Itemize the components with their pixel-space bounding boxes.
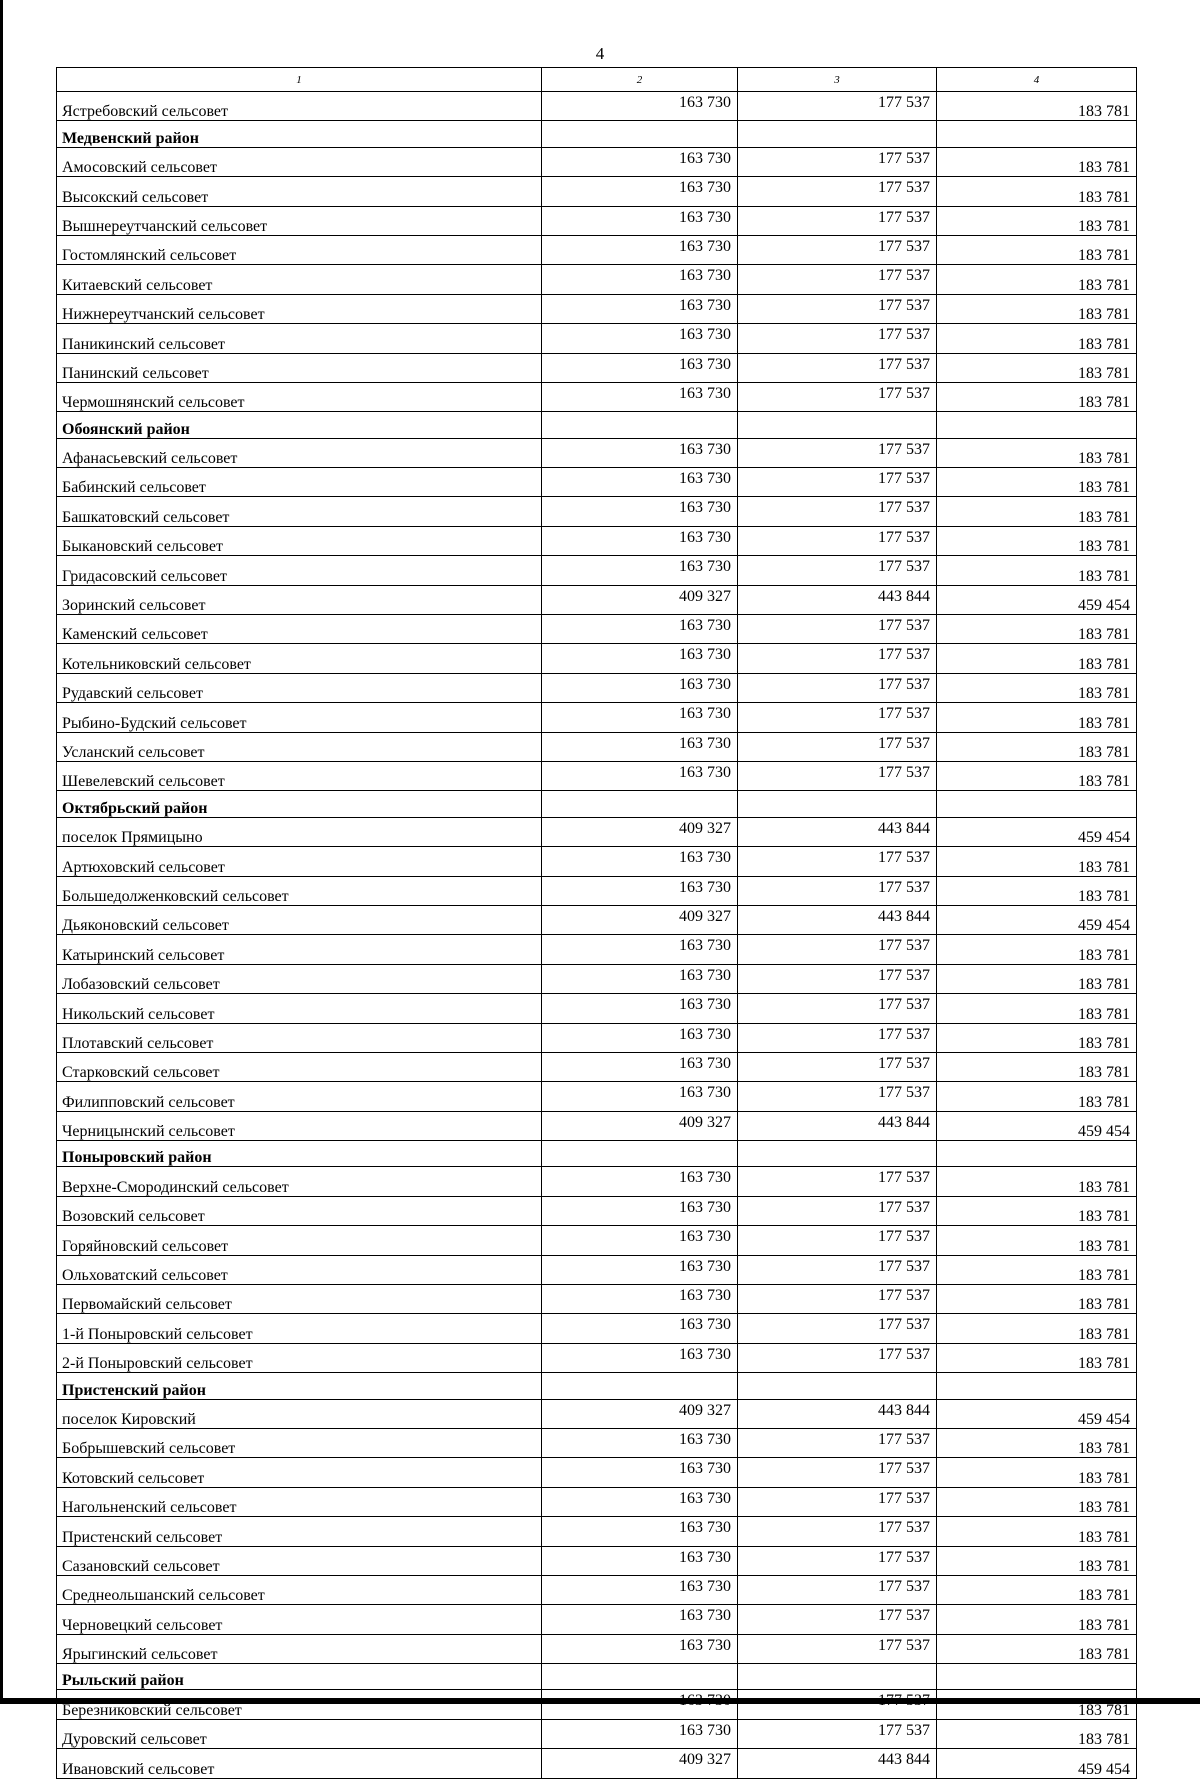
value-col-3: 177 537 [738, 1052, 937, 1081]
value-col-4: 183 781 [937, 1255, 1137, 1284]
empty-cell [542, 412, 738, 438]
value-col-4: 183 781 [937, 703, 1137, 732]
table-body [57, 68, 1137, 1779]
value-col-3: 443 844 [738, 1749, 937, 1778]
value-col-2: 163 730 [542, 265, 738, 294]
table-row [57, 1458, 1137, 1487]
value-col-2: 163 730 [542, 994, 738, 1023]
value-col-4: 183 781 [937, 147, 1137, 176]
table-row [57, 235, 1137, 264]
municipality-name: Ястребовский сельсовет [57, 92, 542, 121]
value-col-4: 183 781 [937, 92, 1137, 121]
value-col-4: 183 781 [937, 935, 1137, 964]
page-number: 4 [595, 44, 605, 63]
value-col-2: 409 327 [542, 905, 738, 934]
value-col-2: 163 730 [542, 847, 738, 876]
municipality-name: Рудавский сельсовет [57, 673, 542, 702]
value-col-4: 183 781 [937, 1487, 1137, 1516]
value-col-3: 177 537 [738, 1487, 937, 1516]
value-col-2: 163 730 [542, 526, 738, 555]
value-col-3: 177 537 [738, 353, 937, 382]
value-col-3: 177 537 [738, 1082, 937, 1111]
value-col-2: 163 730 [542, 1226, 738, 1255]
value-col-3: 177 537 [738, 761, 937, 790]
table-row [57, 1196, 1137, 1225]
value-col-3: 177 537 [738, 1690, 937, 1719]
value-col-3: 177 537 [738, 265, 937, 294]
municipality-name: Чермошнянский сельсовет [57, 382, 542, 411]
value-col-2: 163 730 [542, 1196, 738, 1225]
value-col-2: 163 730 [542, 1023, 738, 1052]
value-col-2: 163 730 [542, 353, 738, 382]
value-col-4: 183 781 [937, 1428, 1137, 1457]
table-row [57, 1719, 1137, 1748]
value-col-4: 183 781 [937, 1343, 1137, 1372]
value-col-3: 177 537 [738, 526, 937, 555]
table-row [57, 935, 1137, 964]
value-col-2: 163 730 [542, 1487, 738, 1516]
table-row [57, 905, 1137, 934]
value-col-3: 177 537 [738, 1285, 937, 1314]
municipality-name: Катыринский сельсовет [57, 935, 542, 964]
table-row [57, 324, 1137, 353]
value-col-4: 183 781 [937, 556, 1137, 585]
table-row [57, 468, 1137, 497]
municipality-name: Гридасовский сельсовет [57, 556, 542, 585]
value-col-4: 459 454 [937, 1111, 1137, 1140]
table-row [57, 382, 1137, 411]
value-col-2: 163 730 [542, 1167, 738, 1196]
value-col-2: 163 730 [542, 438, 738, 467]
municipality-name: Дуровский сельсовет [57, 1719, 542, 1748]
value-col-3: 177 537 [738, 1314, 937, 1343]
value-col-3: 443 844 [738, 585, 937, 614]
district-header-row [57, 1141, 1137, 1167]
table-row [57, 1111, 1137, 1140]
municipality-name: Верхне-Смородинский сельсовет [57, 1167, 542, 1196]
value-col-3: 177 537 [738, 206, 937, 235]
empty-cell [542, 1141, 738, 1167]
table-row [57, 1167, 1137, 1196]
value-col-4: 183 781 [937, 1196, 1137, 1225]
value-col-2: 163 730 [542, 761, 738, 790]
value-col-3: 177 537 [738, 324, 937, 353]
municipality-name: Ивановский сельсовет [57, 1749, 542, 1778]
value-col-2: 163 730 [542, 206, 738, 235]
municipality-name: Котельниковский сельсовет [57, 644, 542, 673]
empty-cell [738, 791, 937, 817]
value-col-3: 177 537 [738, 438, 937, 467]
value-col-3: 443 844 [738, 905, 937, 934]
municipality-name: Черновецкий сельсовет [57, 1605, 542, 1634]
table-row [57, 964, 1137, 993]
municipality-name: поселок Кировский [57, 1399, 542, 1428]
value-col-3: 177 537 [738, 147, 937, 176]
value-col-2: 163 730 [542, 1052, 738, 1081]
table-row [57, 615, 1137, 644]
municipality-name: Черницынский сельсовет [57, 1111, 542, 1140]
value-col-2: 163 730 [542, 644, 738, 673]
value-col-4: 183 781 [937, 1167, 1137, 1196]
value-col-3: 177 537 [738, 1196, 937, 1225]
column-header-3: 3 [738, 68, 937, 92]
empty-cell [738, 412, 937, 438]
municipality-name: Никольский сельсовет [57, 994, 542, 1023]
municipality-name: Вышнереутчанский сельсовет [57, 206, 542, 235]
value-col-4: 183 781 [937, 1458, 1137, 1487]
value-col-4: 183 781 [937, 1546, 1137, 1575]
value-col-2: 163 730 [542, 935, 738, 964]
budget-table [56, 67, 1137, 1779]
value-col-4: 183 781 [937, 1634, 1137, 1663]
municipality-name: Бабинский сельсовет [57, 468, 542, 497]
table-row [57, 1052, 1137, 1081]
value-col-3: 177 537 [738, 644, 937, 673]
empty-cell [738, 1141, 937, 1167]
column-header-row [57, 68, 1137, 92]
value-col-2: 163 730 [542, 468, 738, 497]
value-col-4: 183 781 [937, 265, 1137, 294]
municipality-name: Ольховатский сельсовет [57, 1255, 542, 1284]
table-row [57, 497, 1137, 526]
municipality-name: Артюховский сельсовет [57, 847, 542, 876]
municipality-name: Лобазовский сельсовет [57, 964, 542, 993]
table-row [57, 1255, 1137, 1284]
empty-cell [542, 121, 738, 147]
municipality-name: Сазановский сельсовет [57, 1546, 542, 1575]
value-col-3: 177 537 [738, 1343, 937, 1372]
municipality-name: Большедолженковский сельсовет [57, 876, 542, 905]
value-col-2: 163 730 [542, 1255, 738, 1284]
value-col-4: 183 781 [937, 497, 1137, 526]
value-col-2: 163 730 [542, 1343, 738, 1372]
value-col-2: 163 730 [542, 732, 738, 761]
value-col-3: 177 537 [738, 1255, 937, 1284]
municipality-name: 2-й Поныровский сельсовет [57, 1343, 542, 1372]
value-col-3: 177 537 [738, 994, 937, 1023]
value-col-2: 163 730 [542, 235, 738, 264]
table-row [57, 1690, 1137, 1719]
value-col-3: 443 844 [738, 1399, 937, 1428]
value-col-3: 177 537 [738, 1634, 937, 1663]
value-col-3: 177 537 [738, 92, 937, 121]
municipality-name: Возовский сельсовет [57, 1196, 542, 1225]
municipality-name: Каменский сельсовет [57, 615, 542, 644]
value-col-4: 183 781 [937, 1052, 1137, 1081]
municipality-name: Панинский сельсовет [57, 353, 542, 382]
municipality-name: Березниковский сельсовет [57, 1690, 542, 1719]
scan-left-edge [0, 0, 3, 1704]
value-col-2: 163 730 [542, 1314, 738, 1343]
empty-cell [738, 1373, 937, 1399]
value-col-3: 177 537 [738, 468, 937, 497]
column-header-2: 2 [542, 68, 738, 92]
table-row [57, 353, 1137, 382]
value-col-2: 163 730 [542, 1634, 738, 1663]
value-col-3: 177 537 [738, 294, 937, 323]
value-col-3: 443 844 [738, 1111, 937, 1140]
value-col-3: 443 844 [738, 817, 937, 846]
value-col-4: 183 781 [937, 294, 1137, 323]
value-col-2: 163 730 [542, 497, 738, 526]
value-col-3: 177 537 [738, 177, 937, 206]
empty-cell [542, 791, 738, 817]
value-col-3: 177 537 [738, 964, 937, 993]
value-col-2: 409 327 [542, 1111, 738, 1140]
value-col-2: 163 730 [542, 382, 738, 411]
empty-cell [937, 1373, 1137, 1399]
table-row [57, 1517, 1137, 1546]
municipality-name: Зоринский сельсовет [57, 585, 542, 614]
value-col-4: 183 781 [937, 1023, 1137, 1052]
value-col-4: 183 781 [937, 994, 1137, 1023]
value-col-3: 177 537 [738, 1517, 937, 1546]
table-row [57, 1487, 1137, 1516]
value-col-3: 177 537 [738, 1428, 937, 1457]
value-col-3: 177 537 [738, 1605, 937, 1634]
value-col-4: 183 781 [937, 1226, 1137, 1255]
value-col-4: 183 781 [937, 876, 1137, 905]
value-col-2: 163 730 [542, 556, 738, 585]
municipality-name: Нагольненский сельсовет [57, 1487, 542, 1516]
value-col-2: 163 730 [542, 92, 738, 121]
value-col-4: 183 781 [937, 732, 1137, 761]
district-name: Поныровский район [57, 1141, 542, 1167]
value-col-2: 163 730 [542, 876, 738, 905]
district-header-row [57, 1664, 1137, 1690]
table-row [57, 1023, 1137, 1052]
value-col-2: 163 730 [542, 1082, 738, 1111]
value-col-3: 177 537 [738, 235, 937, 264]
table-row [57, 876, 1137, 905]
table-row [57, 265, 1137, 294]
municipality-name: Пристенский сельсовет [57, 1517, 542, 1546]
municipality-name: Рыбино-Будский сельсовет [57, 703, 542, 732]
value-col-3: 177 537 [738, 1023, 937, 1052]
table-row [57, 1546, 1137, 1575]
value-col-2: 163 730 [542, 964, 738, 993]
empty-cell [542, 1373, 738, 1399]
district-name: Обоянский район [57, 412, 542, 438]
value-col-4: 183 781 [937, 673, 1137, 702]
value-col-4: 183 781 [937, 761, 1137, 790]
value-col-2: 163 730 [542, 1546, 738, 1575]
table-row [57, 1399, 1137, 1428]
value-col-2: 163 730 [542, 294, 738, 323]
municipality-name: Дьяконовский сельсовет [57, 905, 542, 934]
district-header-row [57, 412, 1137, 438]
value-col-4: 183 781 [937, 526, 1137, 555]
empty-cell [937, 1664, 1137, 1690]
value-col-2: 163 730 [542, 703, 738, 732]
table-row [57, 177, 1137, 206]
value-col-4: 183 781 [937, 206, 1137, 235]
value-col-3: 177 537 [738, 732, 937, 761]
value-col-4: 183 781 [937, 438, 1137, 467]
municipality-name: Ярыгинский сельсовет [57, 1634, 542, 1663]
table-row [57, 847, 1137, 876]
municipality-name: Паникинский сельсовет [57, 324, 542, 353]
value-col-4: 183 781 [937, 615, 1137, 644]
district-name: Медвенский район [57, 121, 542, 147]
value-col-4: 183 781 [937, 1575, 1137, 1604]
district-header-row [57, 121, 1137, 147]
value-col-3: 177 537 [738, 1167, 937, 1196]
empty-cell [937, 121, 1137, 147]
value-col-3: 177 537 [738, 1458, 937, 1487]
value-col-4: 459 454 [937, 905, 1137, 934]
municipality-name: 1-й Поныровский сельсовет [57, 1314, 542, 1343]
value-col-2: 163 730 [542, 1690, 738, 1719]
municipality-name: Афанасьевский сельсовет [57, 438, 542, 467]
value-col-2: 163 730 [542, 615, 738, 644]
municipality-name: Высокский сельсовет [57, 177, 542, 206]
value-col-4: 459 454 [937, 1399, 1137, 1428]
table-row [57, 1605, 1137, 1634]
district-header-row [57, 791, 1137, 817]
value-col-3: 177 537 [738, 556, 937, 585]
table-row [57, 206, 1137, 235]
table-row [57, 1634, 1137, 1663]
table-row [57, 1343, 1137, 1372]
column-header-4: 4 [937, 68, 1137, 92]
empty-cell [937, 1141, 1137, 1167]
value-col-2: 163 730 [542, 324, 738, 353]
table-row [57, 1428, 1137, 1457]
municipality-name: Быкановский сельсовет [57, 526, 542, 555]
value-col-4: 183 781 [937, 1285, 1137, 1314]
value-col-3: 177 537 [738, 497, 937, 526]
value-col-4: 183 781 [937, 235, 1137, 264]
value-col-2: 163 730 [542, 1517, 738, 1546]
value-col-4: 183 781 [937, 847, 1137, 876]
value-col-2: 163 730 [542, 673, 738, 702]
value-col-3: 177 537 [738, 1226, 937, 1255]
value-col-3: 177 537 [738, 703, 937, 732]
table-row [57, 994, 1137, 1023]
municipality-name: Плотавский сельсовет [57, 1023, 542, 1052]
municipality-name: поселок Прямицыно [57, 817, 542, 846]
empty-cell [738, 1664, 937, 1690]
table-row [57, 1082, 1137, 1111]
table-row [57, 147, 1137, 176]
value-col-2: 163 730 [542, 1458, 738, 1487]
municipality-name: Среднеольшанский сельсовет [57, 1575, 542, 1604]
district-name: Рыльский район [57, 1664, 542, 1690]
table-row [57, 438, 1137, 467]
table-row [57, 294, 1137, 323]
value-col-2: 409 327 [542, 1399, 738, 1428]
table-row [57, 92, 1137, 121]
value-col-2: 163 730 [542, 1719, 738, 1748]
value-col-2: 409 327 [542, 817, 738, 846]
value-col-3: 177 537 [738, 935, 937, 964]
district-name: Пристенский район [57, 1373, 542, 1399]
value-col-4: 459 454 [937, 1749, 1137, 1778]
empty-cell [738, 121, 937, 147]
value-col-2: 163 730 [542, 1605, 738, 1634]
value-col-3: 177 537 [738, 876, 937, 905]
column-header-1: 1 [57, 68, 542, 92]
value-col-4: 183 781 [937, 1082, 1137, 1111]
municipality-name: Китаевский сельсовет [57, 265, 542, 294]
value-col-4: 183 781 [937, 1517, 1137, 1546]
value-col-3: 177 537 [738, 673, 937, 702]
municipality-name: Гостомлянский сельсовет [57, 235, 542, 264]
table-row [57, 761, 1137, 790]
empty-cell [937, 791, 1137, 817]
value-col-2: 409 327 [542, 1749, 738, 1778]
district-name: Октябрьский район [57, 791, 542, 817]
district-header-row [57, 1373, 1137, 1399]
value-col-4: 183 781 [937, 964, 1137, 993]
table-row [57, 817, 1137, 846]
table-row [57, 526, 1137, 555]
municipality-name: Котовский сельсовет [57, 1458, 542, 1487]
value-col-4: 459 454 [937, 585, 1137, 614]
municipality-name: Старковский сельсовет [57, 1052, 542, 1081]
table-row [57, 732, 1137, 761]
municipality-name: Шевелевский сельсовет [57, 761, 542, 790]
value-col-3: 177 537 [738, 1546, 937, 1575]
municipality-name: Башкатовский сельсовет [57, 497, 542, 526]
table-row [57, 703, 1137, 732]
value-col-2: 163 730 [542, 1285, 738, 1314]
table-row [57, 644, 1137, 673]
value-col-3: 177 537 [738, 615, 937, 644]
table-row [57, 1226, 1137, 1255]
empty-cell [542, 1664, 738, 1690]
table-row [57, 1749, 1137, 1778]
table-row [57, 1575, 1137, 1604]
value-col-2: 163 730 [542, 147, 738, 176]
table-row [57, 1314, 1137, 1343]
municipality-name: Бобрышевский сельсовет [57, 1428, 542, 1457]
table-row [57, 585, 1137, 614]
value-col-4: 183 781 [937, 1605, 1137, 1634]
value-col-4: 183 781 [937, 382, 1137, 411]
value-col-4: 183 781 [937, 644, 1137, 673]
value-col-3: 177 537 [738, 847, 937, 876]
value-col-2: 163 730 [542, 177, 738, 206]
municipality-name: Первомайский сельсовет [57, 1285, 542, 1314]
table-row [57, 673, 1137, 702]
value-col-2: 163 730 [542, 1575, 738, 1604]
value-col-4: 183 781 [937, 1314, 1137, 1343]
municipality-name: Усланский сельсовет [57, 732, 542, 761]
empty-cell [937, 412, 1137, 438]
municipality-name: Амосовский сельсовет [57, 147, 542, 176]
value-col-4: 459 454 [937, 817, 1137, 846]
value-col-4: 183 781 [937, 468, 1137, 497]
value-col-4: 183 781 [937, 177, 1137, 206]
municipality-name: Филипповский сельсовет [57, 1082, 542, 1111]
value-col-3: 177 537 [738, 1719, 937, 1748]
municipality-name: Нижнереутчанский сельсовет [57, 294, 542, 323]
value-col-3: 177 537 [738, 382, 937, 411]
municipality-name: Горяйновский сельсовет [57, 1226, 542, 1255]
value-col-4: 183 781 [937, 1719, 1137, 1748]
value-col-4: 183 781 [937, 324, 1137, 353]
value-col-3: 177 537 [738, 1575, 937, 1604]
value-col-2: 163 730 [542, 1428, 738, 1457]
value-col-4: 183 781 [937, 353, 1137, 382]
value-col-2: 409 327 [542, 585, 738, 614]
value-col-4: 183 781 [937, 1690, 1137, 1719]
table-row [57, 556, 1137, 585]
table-row [57, 1285, 1137, 1314]
